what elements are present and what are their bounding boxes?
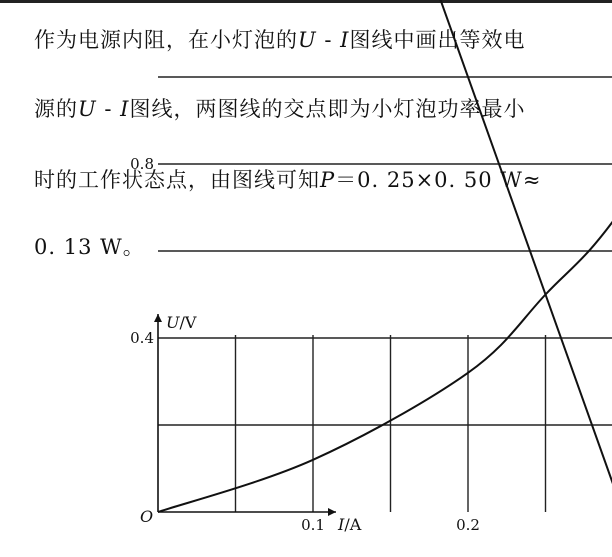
line2-symbol-i: I [120, 97, 130, 121]
x-tick-label: 0.1 [301, 516, 325, 534]
line2-symbol-u: U [78, 97, 97, 121]
x-axis-arrow [328, 508, 336, 516]
x-tick-label: 0.2 [456, 516, 480, 534]
line3-symbol-p: P [320, 168, 336, 192]
line2-text-a: 源的 [34, 97, 78, 121]
line1-text-b: 图线中画出等效电 [349, 28, 526, 52]
origin-label: O [140, 507, 154, 526]
y-tick-label: 0.4 [130, 329, 154, 347]
line2-text-b: 图线，两图线的交点即为小灯泡功率最小 [129, 97, 526, 121]
line1-dash: - [316, 28, 341, 52]
line1-text-a: 作为电源内阻，在小灯泡的 [34, 28, 298, 52]
line2-dash: - [96, 97, 121, 121]
line1-symbol-u: U [298, 28, 317, 52]
x-axis-label: I/A [338, 515, 362, 534]
line3-text-a: 时的工作状态点，由图线可知 [34, 168, 320, 192]
y-axis-label: U/V [166, 313, 197, 332]
y-tick-label: 0.8 [130, 155, 154, 173]
line3-expression: ＝0. 25×0. 50 W≈ [335, 168, 542, 192]
line4-result: 0. 13 W。 [34, 235, 145, 259]
y-axis-arrow [154, 314, 162, 322]
line1-symbol-i: I [340, 28, 350, 52]
